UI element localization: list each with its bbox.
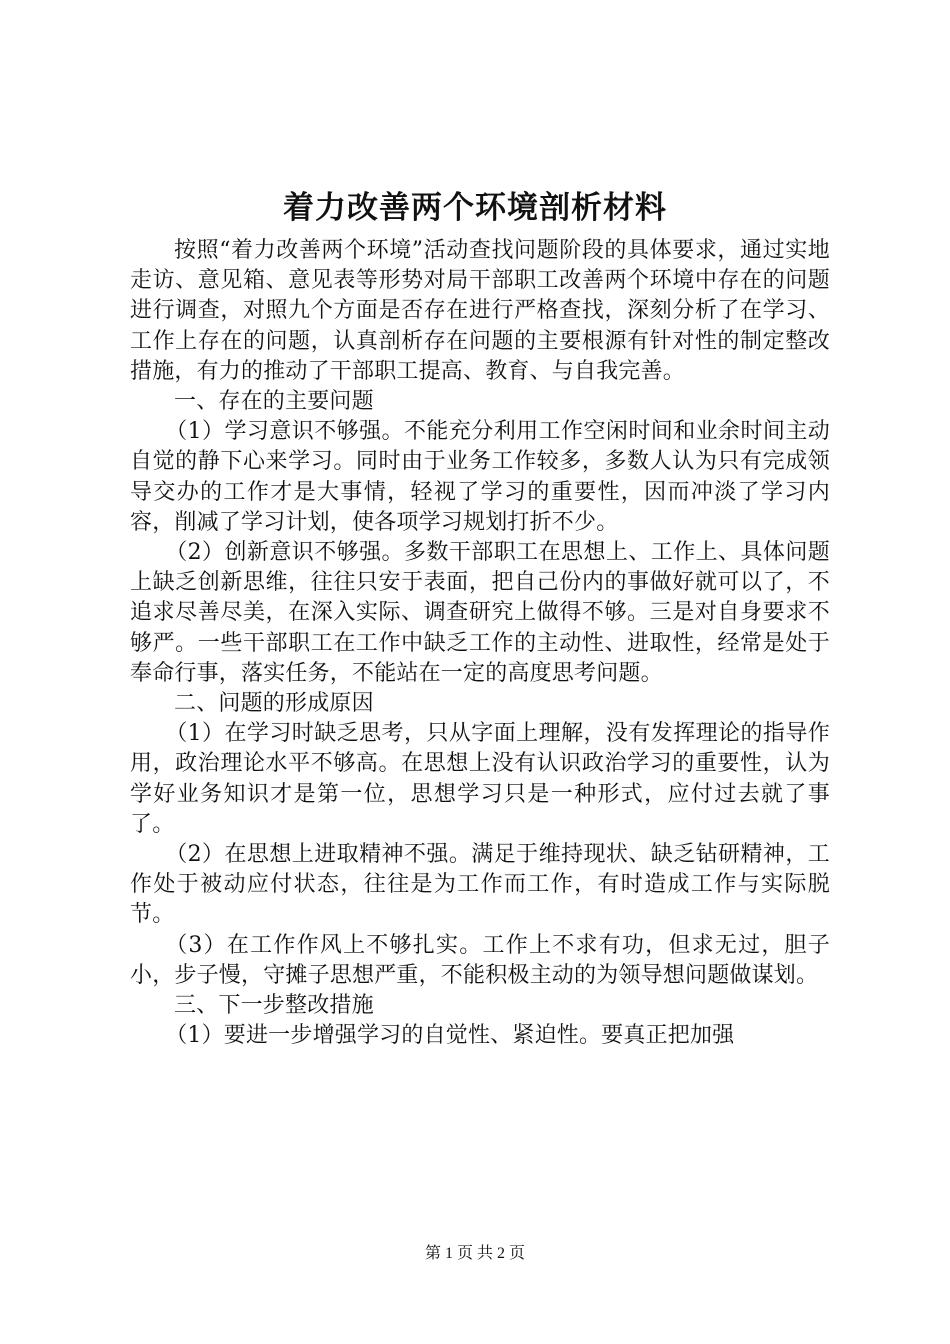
cause-item-3: （3）在工作作风上不够扎实。工作上不求有功，但求无过，胆子小，步子慢，守摊子思想严重，不能积极主动的为领导想问题做谋划。 xyxy=(130,932,830,988)
page-footer: 第 1 页 共 2 页 xyxy=(424,1245,525,1262)
problem-item-2: （2）创新意识不够强。多数干部职工在思想上、工作上、具体问题上缺乏创新思维，往往只安于表面，把自己份内的事做好就可以了，不追求尽善尽美，在深入实际、调查研究上做得不够。三是对自身要求不够严。一些干部职工在工作中缺乏工作的主动性、进取性，经常是处于奉命行事，落实任务，不能站在一定的高度思考问题。 xyxy=(130,540,830,686)
section-heading-measures: 三、下一步整改措施 xyxy=(174,993,374,1019)
problem-item-1: （1）学习意识不够强。不能充分利用工作空闲时间和业余时间主动自觉的静下心来学习。同时由于业务工作较多，多数人认为只有完成领导交办的工作才是大事情，轻视了学习的重要性，因而冲淡了学习内容，削减了学习计划，使各项学习规划打折不少。 xyxy=(130,419,830,535)
document-body xyxy=(130,236,830,1051)
section-heading-problems: 一、存在的主要问题 xyxy=(174,389,374,415)
measure-item-1: （1）要进一步增强学习的自觉性、紧迫性。要真正把加强 xyxy=(165,1023,735,1049)
document-title: 着力改善两个环境剖析材料 xyxy=(283,190,667,226)
cause-item-2: （2）在思想上进取精神不强。满足于维持现状、缺乏钻研精神，工作处于被动应付状态，往往是为工作而工作，有时造成工作与实际脱节。 xyxy=(130,842,830,928)
section-heading-causes: 二、问题的形成原因 xyxy=(174,691,374,717)
intro-paragraph: 按照“着力改善两个环境”活动查找问题阶段的具体要求，通过实地走访、意见箱、意见表等形势对局干部职工改善两个环境中存在的问题进行调查，对照九个方面是否存在进行严格查找，深刻分析了在学习、工作上存在的问题，认真剖析存在问题的主要根源有针对性的制定整改措施，有力的推动了干部职工提高、教育、与自我完善。 xyxy=(130,238,830,384)
cause-item-1: （1）在学习时缺乏思考，只从字面上理解，没有发挥理论的指导作用，政治理论水平不够高。在思想上没有认识政治学习的重要性，认为学好业务知识才是第一位，思想学习只是一种形式，应付过去就了事了。 xyxy=(130,721,830,837)
